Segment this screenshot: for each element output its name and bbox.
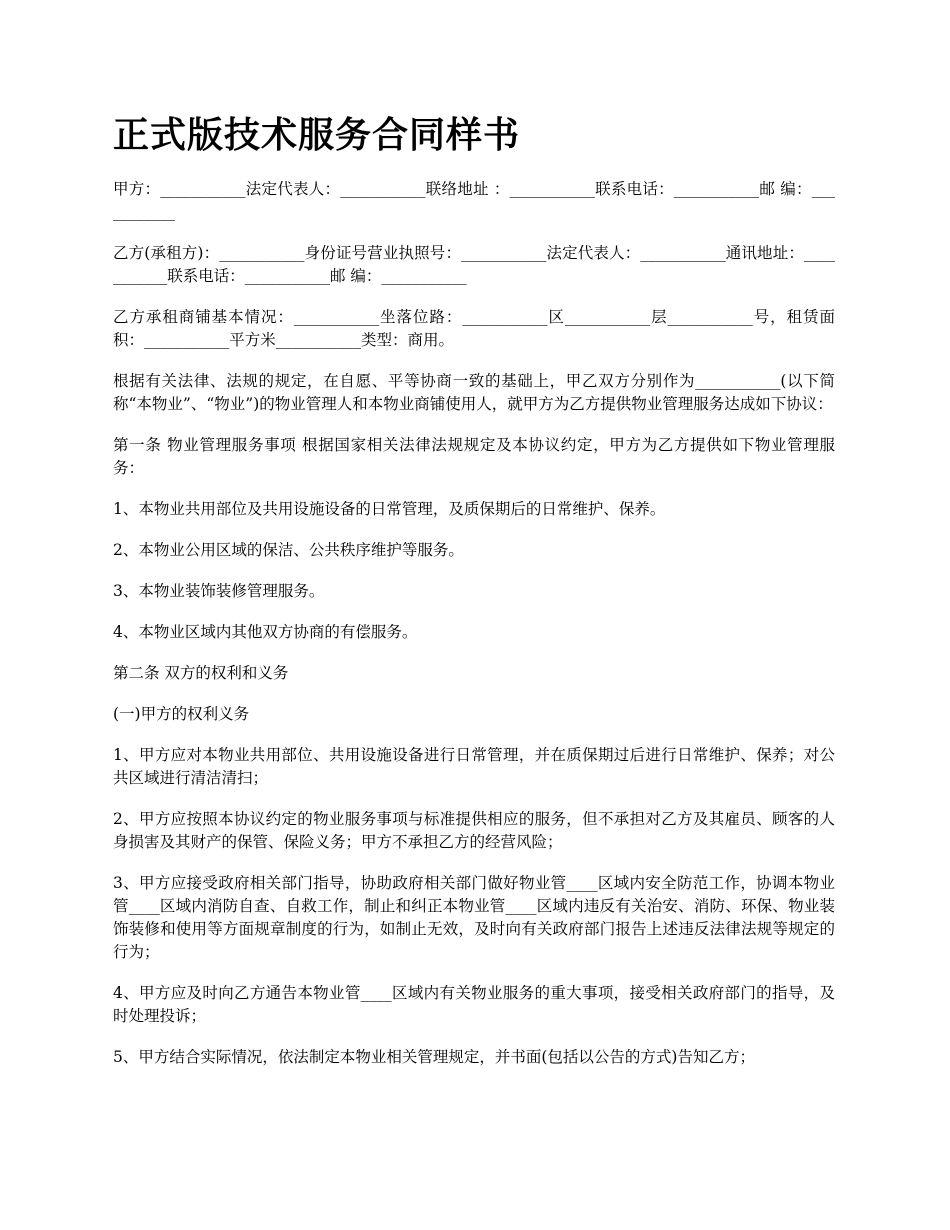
service-item-4: 4、本物业区域内其他双方协商的有偿服务。 [113, 623, 418, 641]
party-a-duty-1: 1、甲方应对本物业共用部位、共用设施设备进行日常管理，并在质保期过后进行日常维护、保养；对公共区域进行清洁清扫； [113, 746, 835, 787]
preamble: 根据有关法律、法规的规定，在自愿、平等协商一致的基础上，甲乙双方分别作为___________(以下简称“本物业”、“物业”)的物业管理人和本物业商铺使用人，就甲方为乙方提供物业管理服务达成如下协议： [113, 372, 835, 413]
document-title: 正式版技术服务合同样书 [113, 115, 521, 156]
party-b-info: 乙方(承租方)：___________身份证号营业执照号：___________法定代表人：___________通讯地址：___________联系电话：___________邮 编：___________ [113, 244, 835, 285]
party-a-duty-4: 4、甲方应及时向乙方通告本物业管____区域内有关物业服务的重大事项，接受相关政府部门的指导，及时处理投诉； [113, 984, 835, 1025]
service-item-1: 1、本物业共用部位及共用设施设备的日常管理，及质保期后的日常维护、保养。 [113, 500, 666, 518]
party-a-duty-5: 5、甲方结合实际情况，依法制定本物业相关管理规定，并书面(包括以公告的方式)告知乙方； [113, 1048, 755, 1066]
party-a-duty-2: 2、甲方应按照本协议约定的物业服务事项与标准提供相应的服务，但不承担对乙方及其雇员、顾客的人身损害及其财产的保管、保险义务；甲方不承担乙方的经营风险； [113, 810, 835, 851]
document-page [113, 108, 835, 1087]
article-2-heading: 第二条 双方的权利和义务 [113, 664, 289, 682]
party-a-rights-heading: (一)甲方的权利义务 [113, 705, 250, 723]
party-a-info: 甲方：___________法定代表人：___________联络地址 ：___________联系电话：___________邮 编：___________ [113, 180, 835, 221]
service-item-2: 2、本物业公用区域的保洁、公共秩序维护等服务。 [113, 541, 464, 559]
shop-info: 乙方承租商铺基本情况：___________坐落位路：___________区___________层___________号，租赁面积：___________平方米___________类型：商用。 [113, 308, 835, 349]
party-a-duty-3: 3、甲方应接受政府相关部门指导，协助政府相关部门做好物业管____区域内安全防范工作，协调本物业管____区域内消防自查、自救工作，制止和纠正本物业管____区域内违反有关治安、消防、环保、物业装饰装修和使用等方面规章制度的行为，如制止无效，及时向有关政府部门报告上述违反法律法规等规定的行为； [113, 874, 835, 961]
service-item-3: 3、本物业装饰装修管理服务。 [113, 582, 325, 600]
article-1-heading: 第一条 物业管理服务事项 根据国家相关法律法规规定及本协议约定，甲方为乙方提供如下物业管理服务： [113, 436, 835, 477]
